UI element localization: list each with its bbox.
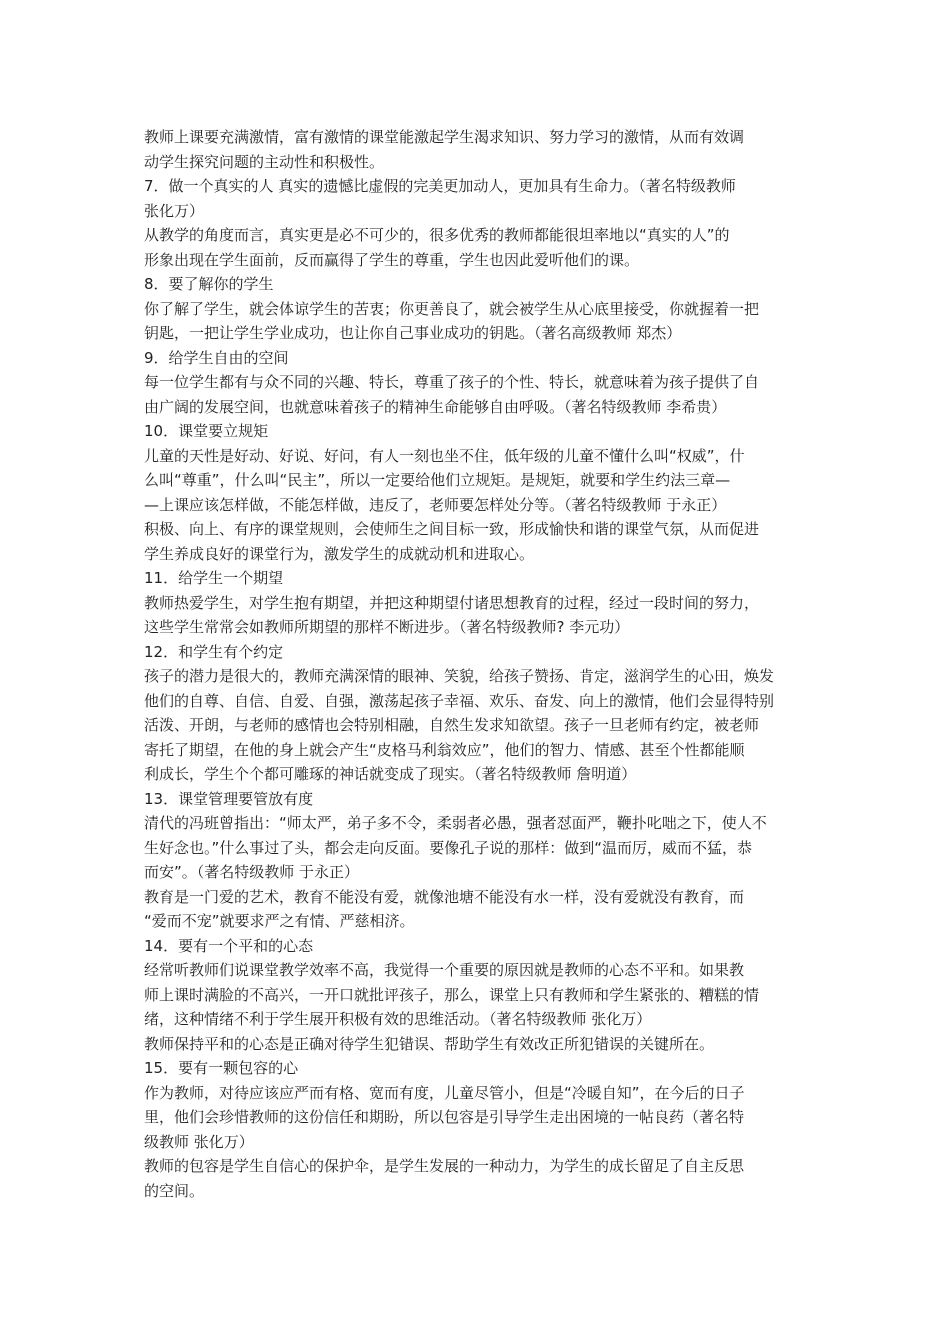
text-line: 师上课时满脸的不高兴，一开口就批评孩子，那么，课堂上只有教师和学生紧张的、糟糕的情 <box>144 985 760 1004</box>
text-line: “爱而不宠”就要求严之有情、严慈相济。 <box>144 912 415 930</box>
text-line: —上课应该怎样做，不能怎样做，违反了，老师要怎样处分等。（著名特级教师 于永正） <box>144 495 727 514</box>
section-heading: 7．做一个真实的人 真实的遗憾比虚假的完美更加动人，更加具有生命力。（著名特级教师 <box>144 177 736 195</box>
text-line: 儿童的天性是好动、好说、好问，有人一刻也坐不住，低年级的儿童不懂什么叫“权威”，什 <box>144 446 745 465</box>
text-line: 教师的包容是学生自信心的保护伞，是学生发展的一种动力，为学生的成长留足了自主反思 <box>144 1157 745 1175</box>
text-line: 他们的自尊、自信、自爱、自强，激荡起孩子幸福、欢乐、奋发、向上的激情，他们会显得特别 <box>144 691 775 710</box>
text-line: 由广阔的发展空间，也就意味着孩子的精神生命能够自由呼吸。（著名特级教师 李希贵） <box>144 397 727 416</box>
section-heading: 10．课堂要立规矩 <box>144 422 269 440</box>
text-line: 钥匙，一把让学生学业成功，也让你自己事业成功的钥匙。（著名高级教师 郑杰） <box>144 324 682 342</box>
text-line: 的空间。 <box>144 1181 205 1200</box>
section-heading: 15．要有一颗包容的心 <box>144 1059 299 1077</box>
section-heading: 13．课堂管理要管放有度 <box>144 789 314 808</box>
text-line: 教师上课要充满激情，富有激情的课堂能激起学生渴求知识、努力学习的激情，从而有效调 <box>144 128 745 146</box>
section-heading: 11．给学生一个期望 <box>144 569 284 587</box>
text-line: 教师保持平和的心态是正确对待学生犯错误、帮助学生有效改正所犯错误的关键所在。 <box>144 1034 715 1053</box>
text-line: 积极、向上、有序的课堂规则，会使师生之间目标一致，形成愉快和谐的课堂气氛，从而促进 <box>144 520 760 538</box>
text-line: 每一位学生都有与众不同的兴趣、特长，尊重了孩子的个性、特长，就意味着为孩子提供了自 <box>144 373 760 391</box>
text-line: 利成长，学生个个都可雕琢的神话就变成了现实。（著名特级教师 詹明道） <box>144 765 637 783</box>
text-line: 而安”。（著名特级教师 于永正） <box>144 863 360 881</box>
text-line: 里，他们会珍惜教师的这份信任和期盼，所以包容是引导学生走出困境的一帖良药（著名特 <box>144 1108 745 1126</box>
text-line: 教育是一门爱的艺术，教育不能没有爱，就像池塘不能没有水一样，没有爱就没有教育，而 <box>144 887 745 906</box>
text-line: 么叫“尊重”，什么叫“民主”，所以一定要给他们立规矩。是规矩，就要和学生约法三章— <box>144 471 731 489</box>
section-heading: 8．要了解你的学生 <box>144 275 274 293</box>
text-line: 作为教师，对待应该应严而有格、宽而有度，儿童尽管小，但是“冷暖自知”，在今后的日子 <box>144 1083 745 1102</box>
text-line: 学生养成良好的课堂行为，激发学生的成就动机和进取心。 <box>144 544 535 563</box>
text-line: 绪，这种情绪不利于学生展开积极有效的思维活动。（著名特级教师 张化万） <box>144 1010 652 1028</box>
text-line: 这些学生常常会如教师所期望的那样不断进步。（著名特级教师? 李元功） <box>144 618 630 636</box>
text-line: 形象出现在学生面前，反而赢得了学生的尊重，学生也因此爱听他们的课。 <box>144 250 640 269</box>
text-line: 动学生探究问题的主动性和积极性。 <box>144 152 385 171</box>
section-heading: 14．要有一个平和的心态 <box>144 936 314 955</box>
document-body <box>144 125 809 1203</box>
text-line: 活泼、开朗，与老师的感情也会特别相融，自然生发求知欲望。孩子一旦老师有约定，被老师 <box>144 716 760 734</box>
text-line: 教师热爱学生，对学生抱有期望，并把这种期望付诸思想教育的过程，经过一段时间的努力， <box>144 593 760 612</box>
text-line: 寄托了期望，在他的身上就会产生“皮格马利翁效应”，他们的智力、情感、甚至个性都能顺 <box>144 740 745 759</box>
text-line: 级教师 张化万） <box>144 1132 254 1151</box>
text-line: 经常听教师们说课堂教学效率不高，我觉得一个重要的原因就是教师的心态不平和。如果教 <box>144 961 745 979</box>
text-line: 你了解了学生，就会体谅学生的苦衷；你更善良了，就会被学生从心底里接受，你就握着一把 <box>144 299 760 318</box>
text-line: 清代的冯班曾指出：“师太严，弟子多不令，柔弱者必愚，强者怼面严，鞭扑叱咄之下，使人不 <box>144 814 767 832</box>
section-heading: 12．和学生有个约定 <box>144 642 284 661</box>
text-line: 生好念也。”什么事过了头，都会走向反面。要像孔子说的那样：做到“温而厉，威而不猛，恭 <box>144 838 753 857</box>
text-line: 张化万） <box>144 201 205 220</box>
text-line: 从教学的角度而言，真实更是必不可少的，很多优秀的教师都能很坦率地以“真实的人”的 <box>144 226 730 244</box>
section-heading: 9．给学生自由的空间 <box>144 348 289 367</box>
text-line: 孩子的潜力是很大的，教师充满深情的眼神、笑貌，给孩子赞扬、肯定，滋润学生的心田，焕发 <box>144 667 775 685</box>
